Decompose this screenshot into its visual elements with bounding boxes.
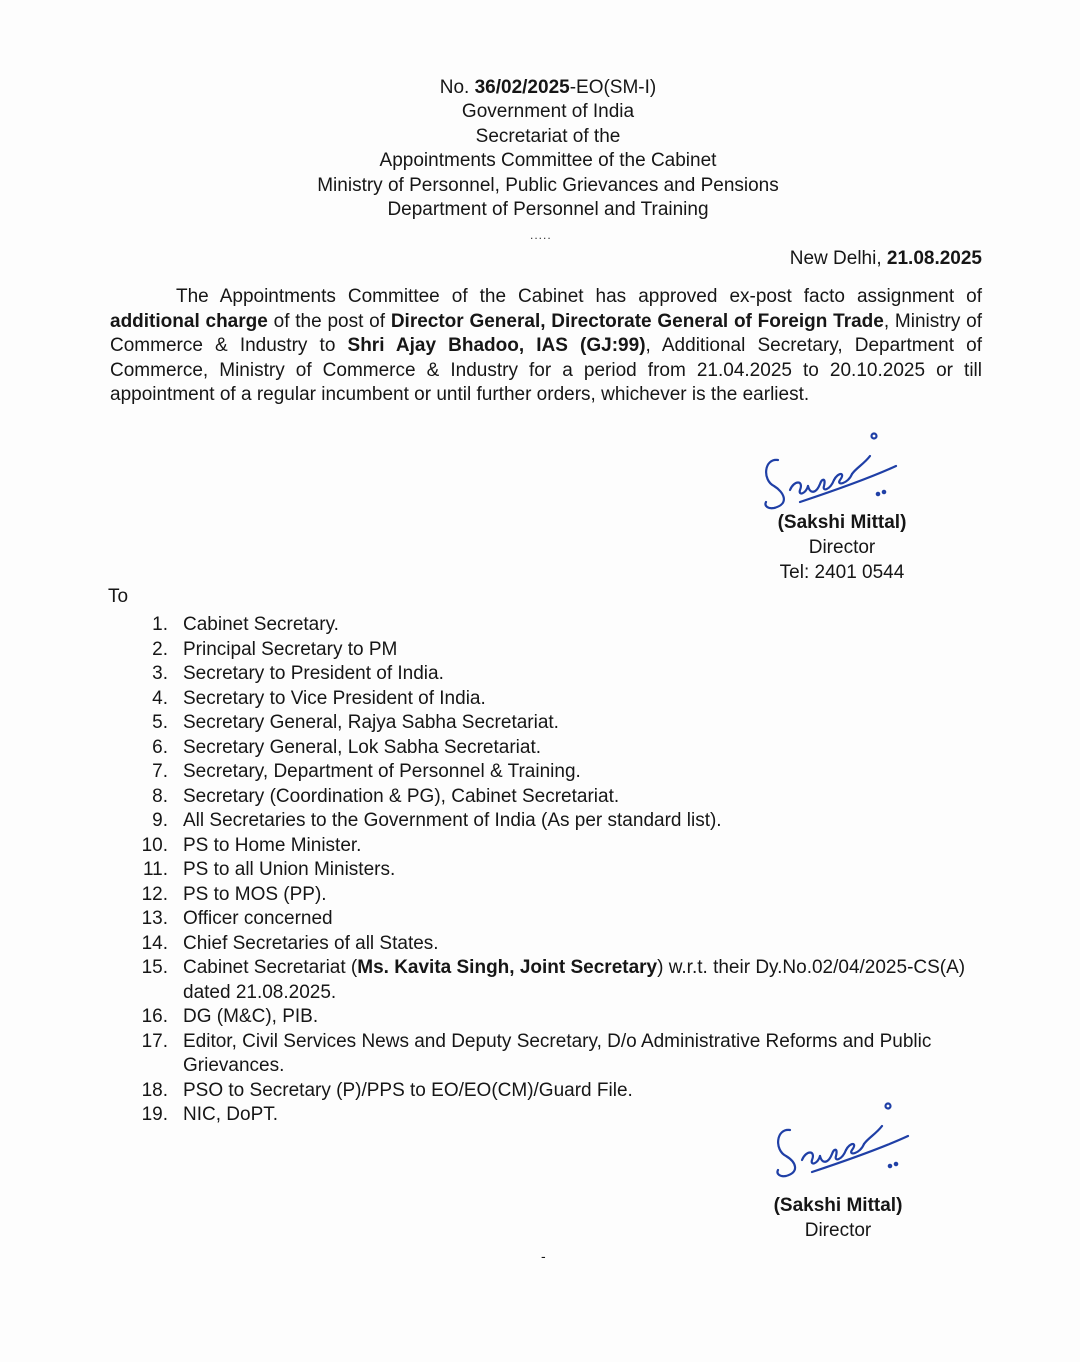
order-paragraph: The Appointments Committee of the Cabinet has approved ex-post facto assignment of additional charge of the post of Director General, Directorate General of Foreign Trade, Ministry of Commerce & Industry to Shri Ajay Bhadoo, IAS (GJ:99), Additional Secretary, Department of Commerce, Ministry of Commerce & Industry for a period from 21.04.2025 to 20.10.2025 or till appointment of a regular incumbent or until further orders, whichever is the earliest.	[110, 286, 983, 406]
item-number: 17.	[141, 1030, 168, 1052]
signatory-name: (Sakshi Mittal)	[773, 1195, 903, 1216]
item-number: 14.	[141, 932, 168, 954]
item-text: NIC, DoPT.	[183, 1104, 279, 1125]
item-number: 1.	[152, 614, 168, 635]
item-text: Secretary to Vice President of India.	[183, 687, 486, 709]
distribution-item	[130, 613, 990, 638]
header-government: Government of India	[461, 101, 635, 123]
distribution-item	[130, 932, 990, 957]
item-number: 16.	[141, 1006, 168, 1027]
signatory-telephone: Tel: 2401 0544	[779, 562, 905, 583]
page-footer-mark: -	[541, 1248, 546, 1264]
item-number: 5.	[152, 712, 168, 733]
distribution-list	[130, 613, 990, 1128]
distribution-item	[130, 736, 990, 761]
item-text-bold: Ms. Kavita Singh, Joint Secretary	[357, 957, 658, 978]
item-text: ) w.r.t. their Dy.No.02/04/2025-CS(A) dated 21.08.2025.	[183, 957, 966, 1003]
header-committee: Appointments Committee of the Cabinet	[379, 150, 717, 172]
distribution-item	[130, 907, 990, 932]
signatory-name: (Sakshi Mittal)	[777, 512, 907, 533]
distribution-item	[130, 858, 990, 883]
distribution-item	[130, 1005, 990, 1030]
item-text: Cabinet Secretary.	[183, 614, 339, 635]
item-text: Editor, Civil Services News and Deputy Secretary, D/o Administrative Reforms and Public Grievances.	[183, 1030, 932, 1076]
item-number: 11.	[142, 859, 168, 880]
distribution-item	[130, 809, 990, 834]
distribution-item	[130, 711, 990, 736]
item-text: Secretary General, Lok Sabha Secretariat.	[183, 736, 542, 758]
item-number: 10.	[141, 834, 168, 856]
item-text: Secretary, Department of Personnel & Training.	[183, 761, 581, 782]
item-text: DG (M&C), PIB.	[183, 1006, 319, 1027]
item-text: Principal Secretary to PM	[183, 638, 398, 660]
item-number: 8.	[152, 785, 168, 807]
item-number: 19.	[141, 1104, 168, 1125]
item-number: 2.	[152, 638, 168, 660]
item-text: PS to all Union Ministers.	[183, 859, 396, 880]
item-text: Cabinet Secretariat (	[183, 957, 358, 978]
item-text: PSO to Secretary (P)/PPS to EO/EO(CM)/Guard File.	[183, 1079, 633, 1101]
distribution-item	[130, 1030, 990, 1079]
place-date: New Delhi, 21.08.2025	[789, 248, 982, 269]
item-text: Chief Secretaries of all States.	[183, 932, 439, 954]
item-number: 12.	[141, 883, 168, 905]
header-separator: .....	[530, 228, 552, 242]
item-number: 9.	[152, 810, 168, 831]
header-department: Department of Personnel and Training	[387, 199, 709, 221]
item-number: 15.	[141, 957, 168, 978]
item-text: Secretary (Coordination & PG), Cabinet Secretariat.	[183, 785, 620, 807]
item-text: Officer concerned	[183, 908, 333, 929]
signature-bottom-icon	[770, 1096, 920, 1186]
distribution-item	[130, 785, 990, 810]
item-number: 3.	[152, 663, 168, 684]
header-secretariat: Secretariat of the	[475, 125, 621, 147]
distribution-item	[130, 956, 990, 1005]
item-text: Secretary to President of India.	[183, 663, 444, 684]
header-ministry: Ministry of Personnel, Public Grievances and Pensions	[317, 174, 779, 196]
distribution-item	[130, 834, 990, 859]
signature-top-icon	[760, 428, 910, 518]
item-text: All Secretaries to the Government of India (As per standard list).	[183, 810, 722, 831]
item-number: 7.	[152, 761, 168, 782]
distribution-item	[130, 638, 990, 663]
distribution-item	[130, 883, 990, 908]
distribution-item	[130, 760, 990, 785]
signatory-designation: Director	[808, 537, 876, 558]
item-text: PS to MOS (PP).	[183, 883, 327, 905]
distribution-item	[130, 687, 990, 712]
item-number: 6.	[152, 736, 168, 758]
item-text: PS to Home Minister.	[183, 834, 362, 856]
signatory-designation: Director	[804, 1220, 872, 1241]
item-number: 13.	[141, 908, 168, 929]
item-text: Secretary General, Rajya Sabha Secretariat.	[183, 712, 559, 733]
reference-number: No. 36/02/2025-EO(SM-I)	[439, 77, 657, 98]
item-number: 18.	[141, 1079, 168, 1101]
distribution-item	[130, 662, 990, 687]
signature-block-top	[742, 510, 942, 585]
signature-block-bottom	[738, 1193, 938, 1243]
letter-header	[0, 76, 1080, 222]
item-number: 4.	[152, 687, 168, 709]
to-label: To	[108, 586, 129, 607]
